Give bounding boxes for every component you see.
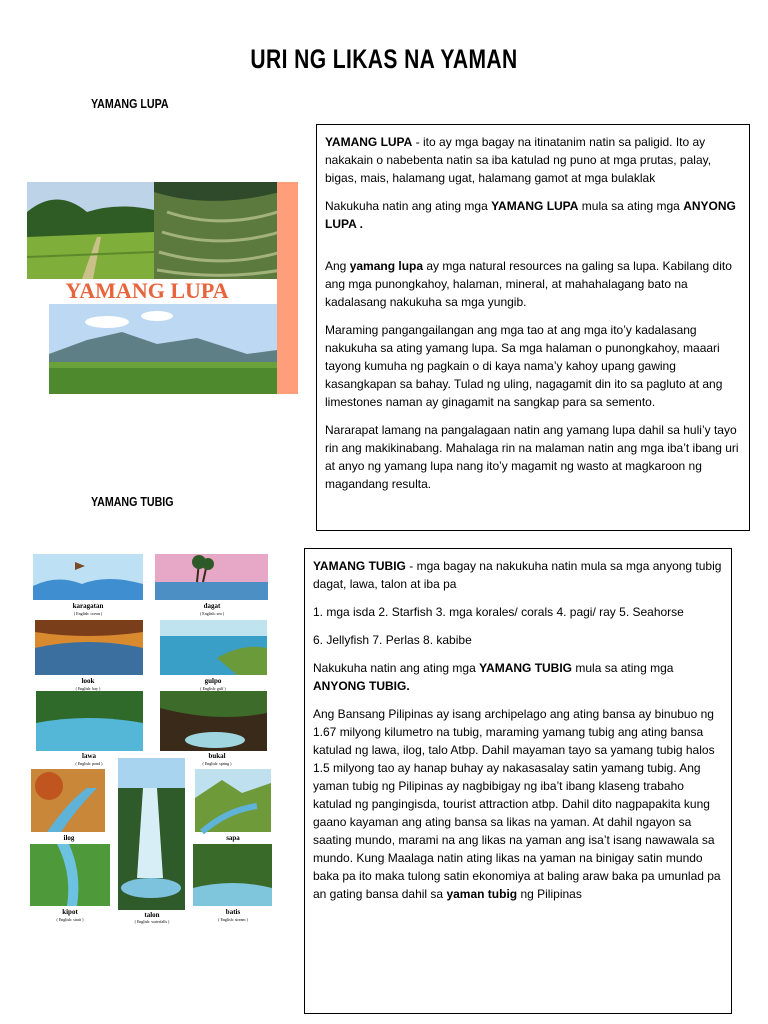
svg-text:( English: stream ): ( English: stream )	[218, 917, 248, 922]
svg-text:karagatan: karagatan	[72, 602, 104, 610]
svg-text:kipot: kipot	[62, 908, 78, 916]
svg-text:dagat: dagat	[203, 602, 221, 610]
lupa-paragraph-2: Nakukuha natin ang ating mga YAMANG LUPA mula sa ating mga ANYONG LUPA .	[325, 199, 736, 231]
lupa-paragraph-3: Ang yamang lupa ay mga natural resources na galing sa lupa. Kabilang dito ang mga punongkahoy, halaman, mineral, at mahahalagang bato na kadalasang nakukuha sa mga yungib.	[325, 259, 732, 309]
svg-text:batis: batis	[225, 908, 241, 916]
yamang-lupa-banner: YAMANG LUPA	[65, 278, 229, 303]
tubig-paragraph-5: Ang Bansang Pilipinas ay isang archipelago ang ating bansa ay binubuo ng 1.67 milyong kilumetro na tubig, maraming yamang tubig ang ating bansa katulad ng lawa, ilog, talo Atbp. Dahil mayaman tayo sa yamang tubig halos 1.5 milyong tao ay hanap buhay ay nakasasalay satin yamang tubig. Ang yaman tubig ng Pilipinas ay nagbibigay ng iba’t ibang klaseng trabaho katulad ng pangingisda, tourist attraction atbp. Dahil dito nagpapakita kung gaano kayaman ang ating bansa sa likas na yaman. At dahil ngayon sa saating mundo, marami na ang likas na yaman ang isa’t isang nawawala sa mundo. Kung Maalaga natin ating likas na yaman na binigay satin mundo baka pa ito maka tulong satin ekonomiya at baling araw baka pa umunlad pa an gating bansa dahil sa yaman tubig ng Pilipinas	[313, 707, 721, 901]
svg-text:( English: strait ): ( English: strait )	[56, 917, 84, 922]
svg-text:gulpo: gulpo	[204, 677, 222, 685]
svg-text:lawa: lawa	[82, 752, 96, 760]
svg-text:talon: talon	[144, 911, 160, 919]
svg-text:look: look	[81, 677, 95, 685]
yamang-lupa-textbox	[316, 124, 750, 531]
yamang-tubig-image	[27, 548, 277, 924]
svg-text:( English: ocean ): ( English: ocean )	[73, 611, 103, 616]
svg-text:( English: sea ): ( English: sea )	[199, 611, 225, 616]
tubig-paragraph-3: 6. Jellyfish 7. Perlas 8. kabibe	[313, 633, 472, 647]
svg-text:( English: spring ): ( English: spring )	[202, 761, 232, 766]
svg-text:( English: pond ): ( English: pond )	[75, 761, 103, 766]
lupa-paragraph-5: Nararapat lamang na pangalagaan natin ang yamang lupa dahil sa huli’y tayo rin ang makikinabang. Mahalaga rin na malaman natin ang mga iba’t ibang uri at anyo ng yamang lupa nang ito’y magamit ng wasto at magkaroon ng magandang resulta.	[325, 423, 739, 491]
tubig-paragraph-1: YAMANG TUBIG - mga bagay na nakukuha natin mula sa mga anyong tubig dagat, lawa, talon at iba pa	[313, 559, 722, 591]
lupa-paragraph-1: YAMANG LUPA - ito ay mga bagay na itinatanim natin sa paligid. Ito ay nakakain o nabebenta natin sa iba katulad ng puno at mga prutas, palay, bigas, mais, halamang ugat, halamang gamot at mga bulaklak	[325, 135, 712, 185]
section-heading-tubig: YAMANG TUBIG	[91, 494, 174, 509]
tubig-paragraph-4: Nakukuha natin ang ating mga YAMANG TUBIG mula sa ating mga ANYONG TUBIG.	[313, 661, 674, 693]
svg-text:ilog: ilog	[63, 834, 75, 842]
svg-text:( English: bay ): ( English: bay )	[75, 686, 101, 691]
svg-text:sapa: sapa	[226, 834, 240, 842]
page-title: URI NG LIKAS NA YAMAN	[250, 44, 518, 74]
yamang-tubig-textbox	[304, 548, 732, 1014]
svg-text:bukal: bukal	[208, 752, 226, 760]
lupa-paragraph-4: Maraming pangangailangan ang mga tao at ang mga ito’y kadalasang nakukuha sa ating yamang lupa. Sa mga halaman o punongkahoy, maaari tayong kumuha ng pagkain o di kaya nama’y kahoy upang gawing kasangkapan sa bahay. Tulad ng uling, nagagamit din ito sa pagluto at ang limestones naman ay ginagamit na sangkap para sa semento.	[325, 323, 723, 409]
svg-text:( English: gulf ): ( English: gulf )	[200, 686, 226, 691]
tubig-paragraph-2: 1. mga isda 2. Starfish 3. mga korales/ corals 4. pagi/ ray 5. Seahorse	[313, 605, 684, 619]
section-heading-lupa: YAMANG LUPA	[91, 96, 169, 111]
yamang-lupa-image	[27, 182, 298, 394]
svg-text:( English: waterfalls ): ( English: waterfalls )	[134, 919, 170, 924]
